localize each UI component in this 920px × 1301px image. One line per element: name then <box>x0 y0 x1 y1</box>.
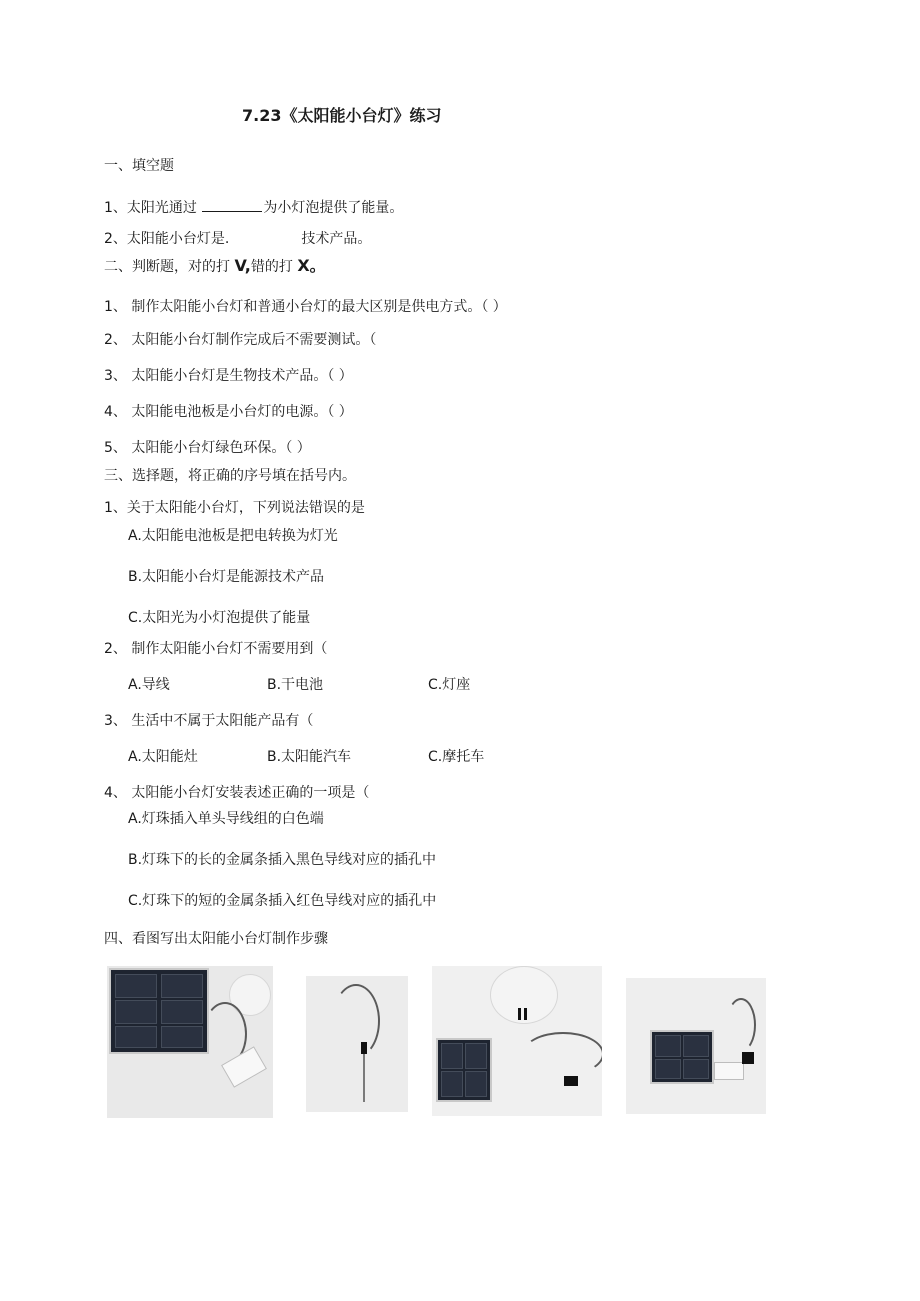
section-fill-heading: 一、填空题 <box>104 158 174 174</box>
choice-q1: 1、关于太阳能小台灯，下列说法错误的是 <box>104 500 365 516</box>
choice-q1-option-b: B.太阳能小台灯是能源技术产品 <box>128 569 325 585</box>
fill-q2-prefix: 2、太阳能小台灯是. <box>104 231 230 247</box>
choice-q1-option-a: A.太阳能电池板是把电转换为灯光 <box>128 528 338 544</box>
page-title: 7.23《太阳能小台灯》练习 <box>242 106 442 125</box>
fill-q1-prefix: 1、太阳光通过 <box>104 200 202 216</box>
led-bulb <box>564 1076 578 1086</box>
wire-lead <box>363 1054 365 1102</box>
judge-item-4: 4、 太阳能电池板是小台灯的电源。（ ） <box>104 404 353 420</box>
solar-panel <box>436 1038 492 1102</box>
judge-item-1: 1、 制作太阳能小台灯和普通小台灯的最大区别是供电方式。（ ） <box>104 299 507 315</box>
led-bulb <box>742 1052 754 1064</box>
judge-heading-mid: 错的打 <box>250 259 298 275</box>
fill-q1-suffix: 为小灯泡提供了能量。 <box>263 200 404 216</box>
solar-panel <box>109 968 209 1054</box>
choice-q4-option-c: C.灯珠下的短的金属条插入红色导线对应的插孔中 <box>128 893 437 909</box>
judge-heading-v: V, <box>234 256 251 275</box>
connector-clip <box>714 1062 744 1080</box>
choice-q2-option-a: A.导线 <box>128 677 170 693</box>
wire <box>332 984 380 1058</box>
choice-q3-option-b: B.太阳能汽车 <box>267 749 352 765</box>
solar-panel <box>650 1030 714 1084</box>
judge-heading-x: X。 <box>297 256 326 275</box>
led-bulb <box>361 1042 367 1054</box>
choice-q2-option-b: B.干电池 <box>267 677 324 693</box>
judge-item-3: 3、 太阳能小台灯是生物技术产品。（ ） <box>104 368 353 384</box>
fill-q2-suffix: 技术产品。 <box>301 231 372 247</box>
judge-heading-prefix: 二、判断题，对的打 <box>104 259 235 275</box>
choice-q3: 3、 生活中不属于太阳能产品有（ <box>104 713 314 729</box>
step-photo-1 <box>107 966 273 1118</box>
section-choice-heading: 三、选择题，将正确的序号填在括号内。 <box>104 468 356 484</box>
step-photo-2 <box>306 976 408 1112</box>
step-photo-3 <box>432 966 602 1116</box>
choice-q1-option-c: C.太阳光为小灯泡提供了能量 <box>128 610 311 626</box>
judge-item-5: 5、 太阳能小台灯绿色环保。（ ） <box>104 440 311 456</box>
section-steps-heading: 四、看图写出太阳能小台灯制作步骤 <box>104 931 328 947</box>
judge-item-2: 2、 太阳能小台灯制作完成后不需要测试。（ <box>104 332 377 348</box>
wire <box>522 1032 602 1076</box>
fill-q1-blank[interactable] <box>202 199 262 212</box>
choice-q4-option-a: A.灯珠插入单头导线组的白色端 <box>128 811 324 827</box>
choice-q3-option-a: A.太阳能灶 <box>128 749 198 765</box>
choice-q3-option-c: C.摩托车 <box>428 749 485 765</box>
choice-q4: 4、 太阳能小台灯安装表述正确的一项是（ <box>104 785 370 801</box>
choice-q2-option-c: C.灯座 <box>428 677 471 693</box>
fill-question-1 <box>104 199 403 217</box>
fill-question-2 <box>104 230 371 248</box>
section-judge-heading <box>104 257 326 276</box>
choice-q4-option-b: B.灯珠下的长的金属条插入黑色导线对应的插孔中 <box>128 852 437 868</box>
step-photo-4 <box>626 978 766 1114</box>
wire <box>726 998 756 1052</box>
choice-q2: 2、 制作太阳能小台灯不需要用到（ <box>104 641 328 657</box>
